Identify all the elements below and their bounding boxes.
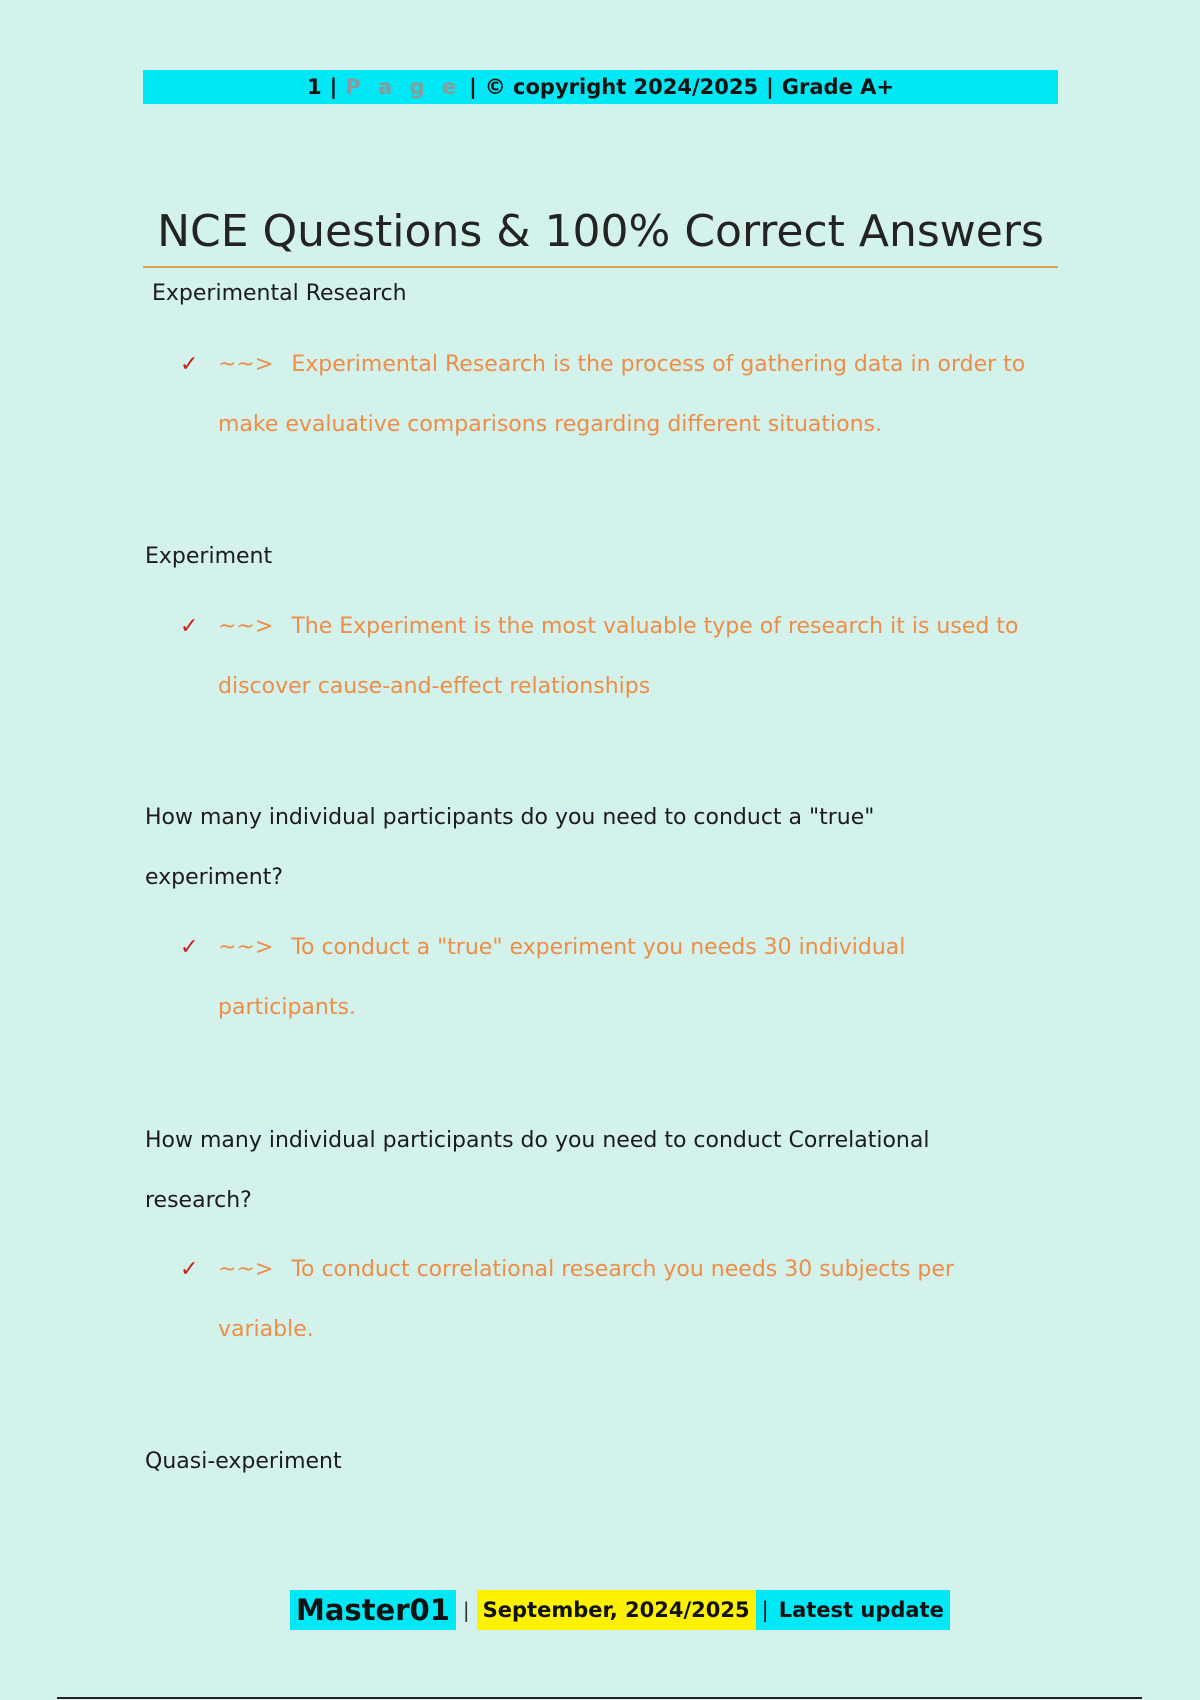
checkmark-icon: ✓ (180, 935, 199, 960)
answer-text: The Experiment is the most valuable type of research it is used to discover cause-and-effect relationships (218, 614, 1019, 699)
arrow-marker: ~~> (218, 352, 274, 377)
answer-body (180, 918, 980, 1038)
footer-brand: Master01 (290, 1590, 456, 1630)
answer-block (180, 335, 1040, 455)
answer-block (180, 1240, 1020, 1360)
answer-text: To conduct a "true" experiment you needs 30 individual participants. (218, 935, 906, 1020)
footer-separator: | (462, 1598, 470, 1622)
footer-date: September, 2024/2025 (477, 1590, 756, 1630)
footer-latest-block (756, 1590, 950, 1630)
header-separator: | (469, 75, 477, 99)
question-text: Experiment (145, 544, 273, 569)
answer-block (180, 918, 980, 1038)
document-title: NCE Questions & 100% Correct Answers (157, 206, 1044, 257)
question-text: How many individual participants do you need to conduct Correlational research? (145, 1128, 930, 1213)
arrow-marker: ~~> (218, 1257, 274, 1282)
answer-body (180, 597, 1040, 717)
answer-block (180, 597, 1040, 717)
question-text: Experimental Research (152, 281, 407, 306)
checkmark-icon: ✓ (180, 614, 199, 639)
page-word: P a g e (345, 75, 462, 99)
answer-body (180, 1240, 1020, 1360)
checkmark-icon: ✓ (180, 1257, 199, 1282)
question-text: How many individual participants do you need to conduct a "true" experiment? (145, 805, 875, 890)
question-text: Quasi-experiment (145, 1449, 342, 1474)
header-separator: | (766, 75, 774, 99)
grade-text: Grade A+ (781, 75, 894, 99)
checkmark-icon: ✓ (180, 352, 199, 377)
page-number: 1 (307, 75, 322, 99)
arrow-marker: ~~> (218, 935, 274, 960)
copyright-text: © copyright 2024/2025 (484, 75, 759, 99)
footer-separator: | (761, 1598, 769, 1622)
page-footer (290, 1590, 950, 1630)
answer-text: Experimental Research is the process of gathering data in order to make evaluative comparisons regarding different situations. (218, 352, 1026, 437)
answer-text: To conduct correlational research you needs 30 subjects per variable. (218, 1257, 954, 1342)
page-header-bar (143, 70, 1058, 104)
answer-body (180, 335, 1040, 455)
footer-latest-text: Latest update (778, 1598, 944, 1622)
header-separator: | (329, 75, 338, 99)
bottom-rule (57, 1697, 1142, 1699)
arrow-marker: ~~> (218, 614, 274, 639)
